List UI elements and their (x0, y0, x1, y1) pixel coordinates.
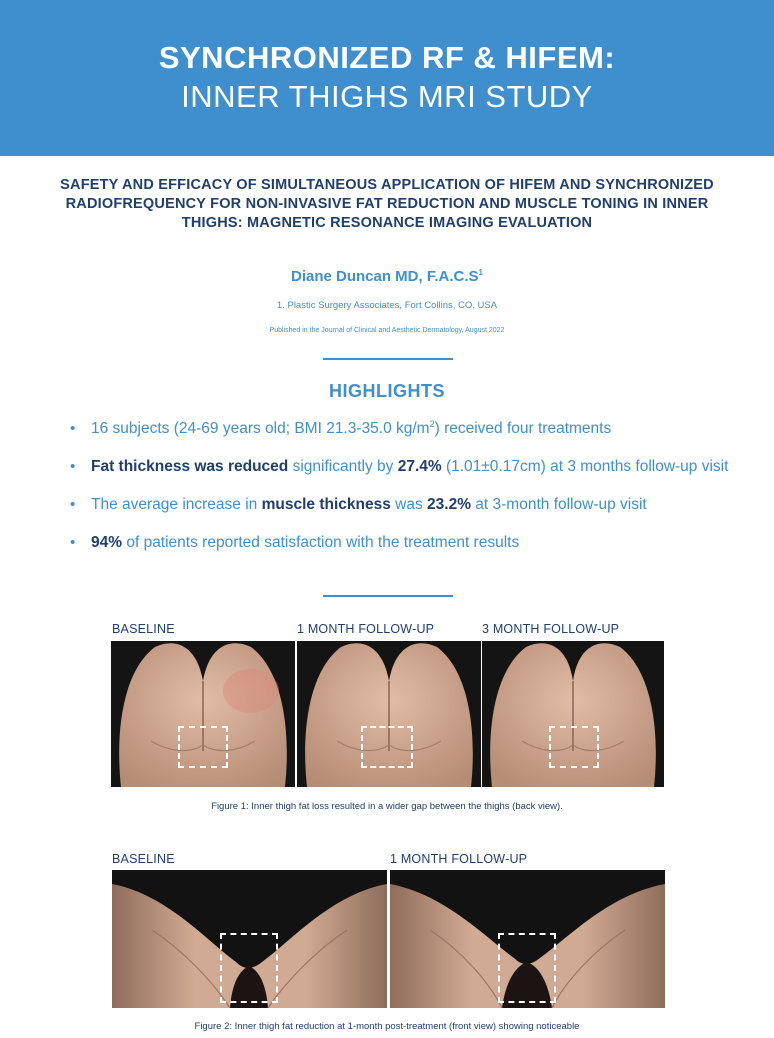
author-affiliation-mark: 1 (478, 268, 483, 277)
divider-top (323, 358, 453, 360)
highlights-list (68, 418, 738, 570)
header-banner (0, 0, 774, 156)
journal-citation: Published in the Journal of Clinical and Aesthetic Dermatology, August 2022 (269, 327, 505, 334)
figure1-caption: Figure 1: Inner thigh fat loss resulted in a wider gap between the thighs (back view). (211, 801, 563, 812)
highlight-item: • 16 subjects (24-69 years old; BMI 21.3-35.0 $kg/m^2$) received four treatments (70, 418, 612, 437)
figure1-label-1-month: 1 MONTH FOLLOW-UP (297, 622, 435, 636)
banner-title: SYNCHRONIZED RF & HIFEM: (158, 40, 616, 75)
figure2-caption: Figure 2: Inner thigh fat reduction at 1-month post-treatment (front view) showing noticeable (194, 1021, 580, 1032)
region-marker (361, 726, 413, 768)
study-title: SAFETY AND EFFICACY OF SIMULTANEOUS APPLICATION OF HIFEM AND SYNCHRONIZED RADIOFREQUENCY FOR NON-INVASIVE FAT REDUCTION AND MUSCLE TONING IN INNER THIGHS: MAGNETIC RESONANCE IMAGING EVALUATION (60, 177, 714, 231)
region-marker (220, 933, 278, 1003)
highlight-item: • Fat thickness was reduced significantly by 27.4% (1.01±0.17cm) at 3 months follow-up visit (70, 458, 729, 475)
figure1-photo-baseline (111, 641, 295, 787)
figure1-photo-3-month (482, 641, 664, 787)
figure2-label-1-month: 1 MONTH FOLLOW-UP (390, 852, 528, 866)
banner-subtitle: INNER THIGHS MRI STUDY (181, 79, 593, 114)
figure1-label-baseline: BASELINE (112, 622, 175, 636)
highlights-heading: HIGHLIGHTS (329, 381, 445, 401)
region-marker (178, 726, 228, 768)
bullet-icon: • (70, 496, 76, 513)
bullet-icon: • (70, 420, 76, 437)
author-line (0, 268, 774, 285)
author-name: Diane Duncan MD, F.A.C.S (291, 268, 479, 285)
figure2-label-baseline: BASELINE (112, 852, 175, 866)
figure1-label-3-month: 3 MONTH FOLLOW-UP (482, 622, 620, 636)
bullet-icon: • (70, 458, 76, 475)
highlight-item: • The average increase in muscle thickness was 23.2% at 3-month follow-up visit (70, 496, 647, 513)
affiliation: 1. Plastic Surgery Associates, Fort Collins, CO, USA (276, 300, 498, 311)
region-marker (498, 933, 556, 1003)
divider-bottom (323, 595, 453, 597)
figure2-photo-1-month (390, 870, 665, 1008)
figure2-photo-baseline (112, 870, 387, 1008)
region-marker (549, 726, 599, 768)
figure1-photo-1-month (297, 641, 481, 787)
bullet-icon: • (70, 534, 76, 551)
highlight-item: • 94% of patients reported satisfaction with the treatment results (70, 534, 520, 551)
